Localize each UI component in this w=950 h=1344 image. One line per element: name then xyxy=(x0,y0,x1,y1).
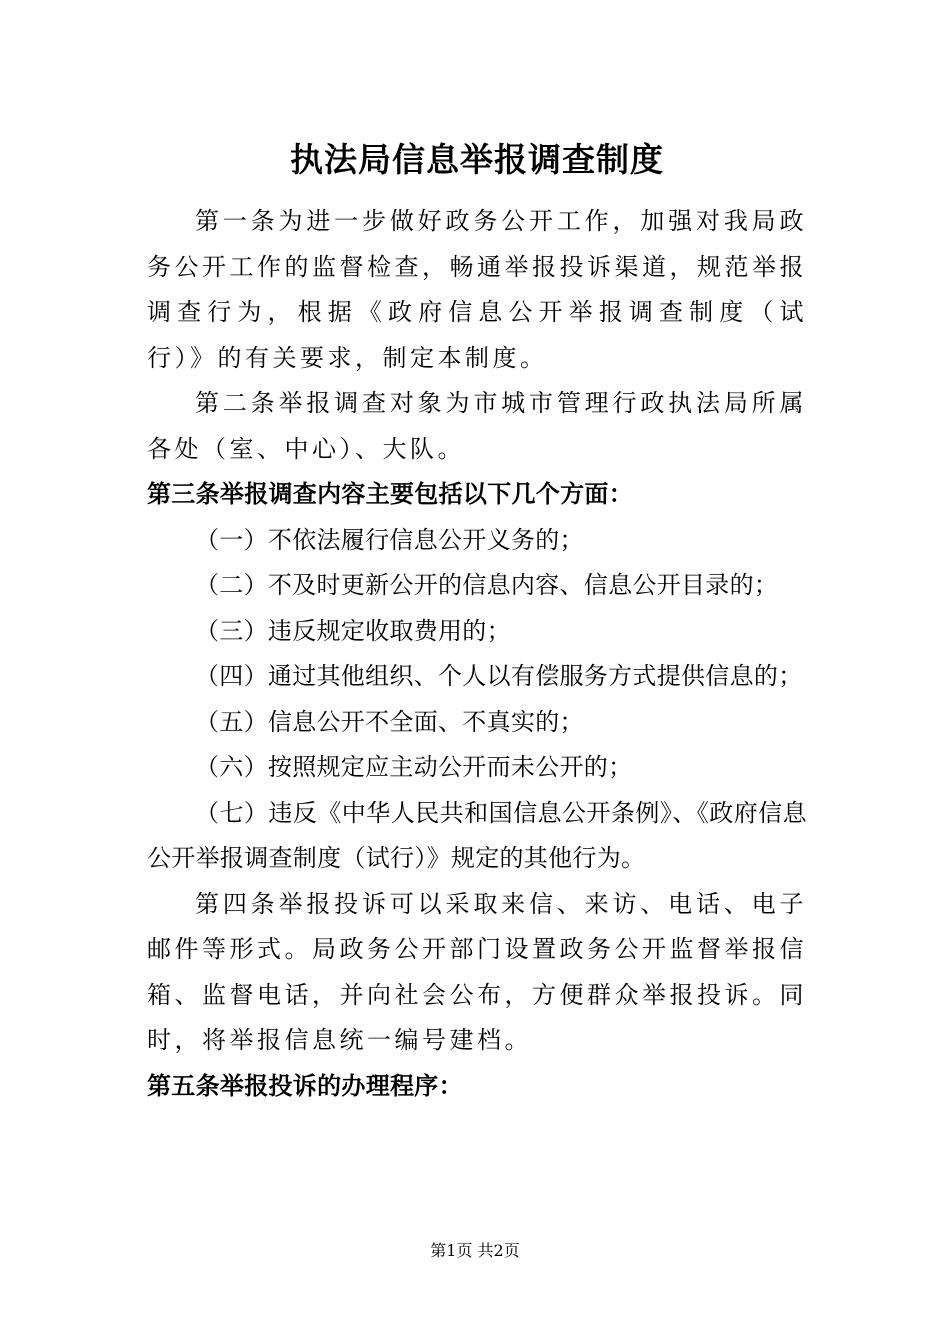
article-3-item-4: （四）通过其他组织、个人以有偿服务方式提供信息的； xyxy=(195,662,803,690)
document-title: 执法局信息举报调查制度 xyxy=(290,140,664,179)
article-3-item-3: （三）违反规定收取费用的； xyxy=(195,616,511,645)
document-body xyxy=(147,199,807,1109)
article-3-item-7: （七）违反《中华人民共和国信息公开条例》、《政府信息公开举报调查制度（试行）》规定的其他行为。 xyxy=(147,798,807,872)
article-1: 第一条为进一步做好政务公开工作，加强对我局政务公开工作的监督检查，畅通举报投诉渠道，规范举报调查行为，根据《政府信息公开举报调查制度（试行）》的有关要求，制定本制度。 xyxy=(147,207,807,372)
article-3-item-2: （二）不及时更新公开的信息内容、信息公开目录的； xyxy=(195,571,779,599)
article-3-item-6: （六）按照规定应主动公开而未公开的； xyxy=(195,753,633,781)
article-3-item-5: （五）信息公开不全面、不真实的； xyxy=(195,707,584,736)
article-4: 第四条举报投诉可以采取来信、来访、电话、电子邮件等形式。局政务公开部门设置政务公开监督举报信箱、监督电话，并向社会公布，方便群众举报投诉。同时，将举报信息统一编号建档。 xyxy=(147,889,807,1054)
article-3-heading: 第三条举报调查内容主要包括以下几个方面： xyxy=(147,480,633,508)
article-3-item-1: （一）不依法履行信息公开义务的； xyxy=(195,525,584,554)
page-number-footer: 第1页 共2页 xyxy=(430,1241,520,1260)
article-5-heading: 第五条举报投诉的办理程序： xyxy=(147,1071,463,1100)
article-2: 第二条举报调查对象为市城市管理行政执法局所属各处（室、中心）、大队。 xyxy=(147,389,807,463)
